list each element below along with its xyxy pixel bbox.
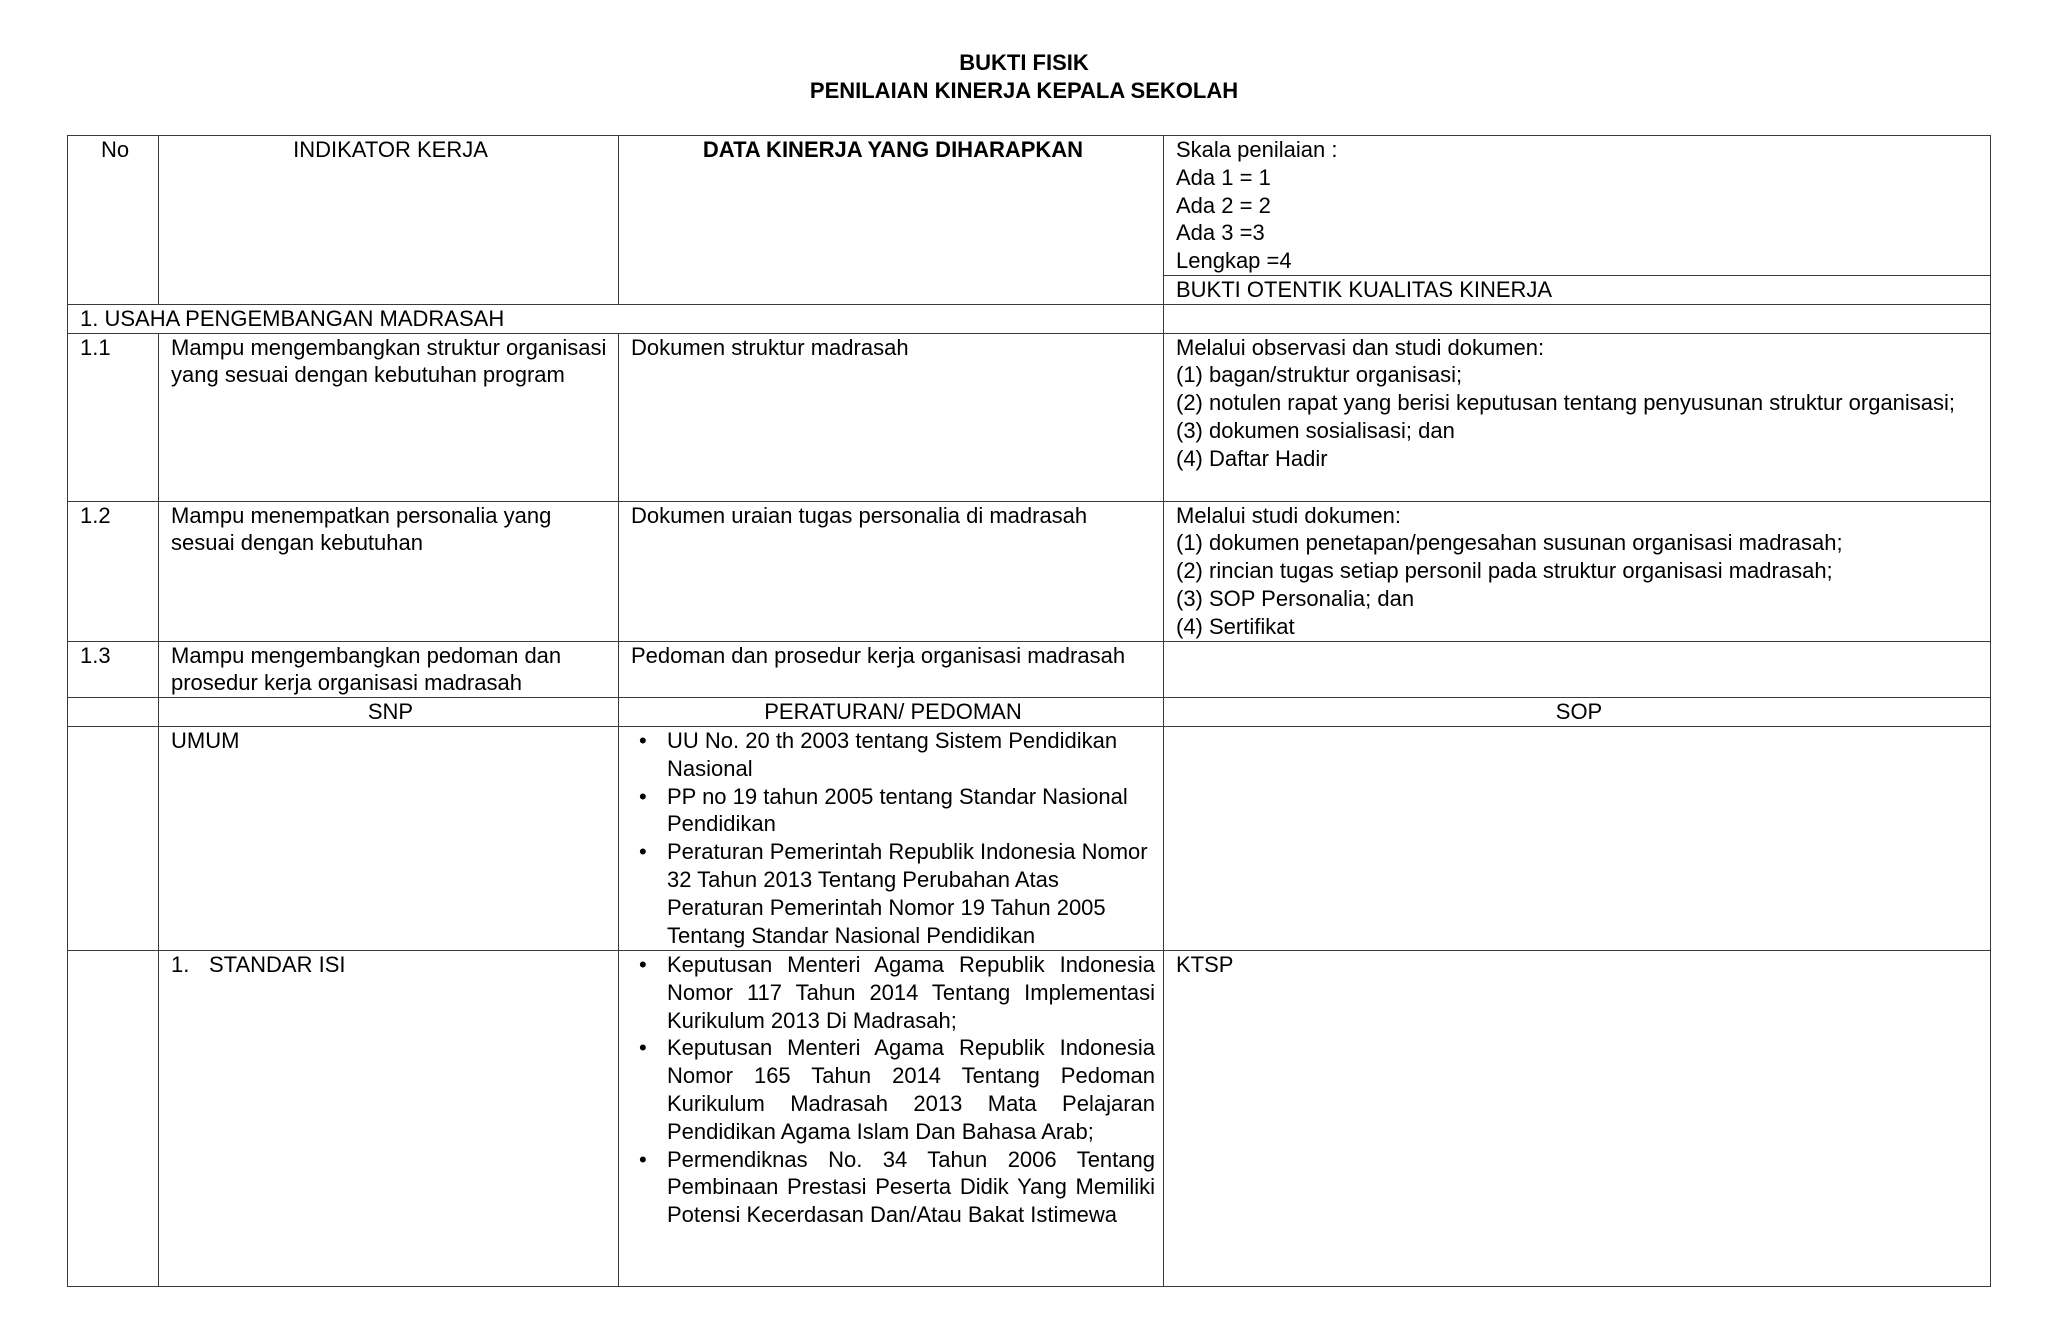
peraturan-bullet-list xyxy=(631,727,1155,949)
bukti-line: (2) notulen rapat yang berisi keputusan tentang penyusunan struktur organisasi; xyxy=(1176,390,1956,416)
row-no: 1.1 xyxy=(68,333,159,501)
row-no: 1.2 xyxy=(68,501,159,641)
bukti-line: (1) dokumen penetapan/pengesahan susunan organisasi madrasah; xyxy=(1176,530,1843,556)
list-item: • Peraturan Pemerintah Republik Indonesia Nomor 32 Tahun 2013 Tentang Perubahan Atas Peraturan Pemerintah Nomor 19 Tahun 2005 Tentang Standar Nasional Pendidikan xyxy=(631,838,1155,949)
table-row xyxy=(68,501,1991,641)
header-bukti: BUKTI OTENTIK KUALITAS KINERJA xyxy=(1164,276,1991,305)
skala-line: Skala penilaian : xyxy=(1176,137,1338,162)
list-item: • Keputusan Menteri Agama Republik Indonesia Nomor 117 Tahun 2014 Tentang Implementasi Kurikulum 2013 Di Madrasah; xyxy=(631,951,1155,1034)
skala-line: Ada 3 =3 xyxy=(1176,220,1265,246)
bukti-line: Melalui observasi dan studi dokumen: xyxy=(1176,334,1545,360)
bukti-line: (2) rincian tugas setiap personil pada struktur organisasi madrasah; xyxy=(1176,558,1833,584)
table-row xyxy=(68,726,1991,950)
peraturan-bullet-list xyxy=(631,951,1155,1229)
section-title: 1. USAHA PENGEMBANGAN MADRASAH xyxy=(68,304,1164,333)
list-item: • Keputusan Menteri Agama Republik Indonesia Nomor 165 Tahun 2014 Tentang Pedoman Kurikulum Madrasah 2013 Mata Pelajaran Pendidikan Agama Islam Dan Bahasa Arab; xyxy=(631,1034,1155,1145)
row-data: Dokumen uraian tugas personalia di madrasah xyxy=(619,501,1164,641)
bukti-line: (3) dokumen sosialisasi; dan xyxy=(1176,417,1455,443)
list-item: • PP no 19 tahun 2005 tentang Standar Nasional Pendidikan xyxy=(631,783,1155,839)
row-bukti xyxy=(1164,501,1991,641)
sop-cell xyxy=(1164,726,1991,950)
sub-header-peraturan: PERATURAN/ PEDOMAN xyxy=(619,698,1164,727)
snp-label: STANDAR ISI xyxy=(209,951,346,977)
table-header-row xyxy=(68,136,1991,276)
bukti-line: Melalui studi dokumen: xyxy=(1176,502,1402,528)
list-item: • UU No. 20 th 2003 tentang Sistem Pendidikan Nasional xyxy=(631,727,1155,783)
sop-cell: KTSP xyxy=(1164,950,1991,1286)
table-row xyxy=(68,641,1991,698)
row-no xyxy=(68,726,159,950)
sub-header-snp: SNP xyxy=(159,698,619,727)
row-no xyxy=(68,950,159,1286)
header-data-kinerja: DATA KINERJA YANG DIHARAPKAN xyxy=(619,136,1164,305)
skala-line: Ada 1 = 1 xyxy=(1176,164,1271,190)
header-no: No xyxy=(68,136,159,305)
snp-standar-isi xyxy=(159,950,619,1286)
sub-header-sop: SOP xyxy=(1164,698,1991,727)
bukti-fisik-table xyxy=(67,135,1991,1287)
section-empty-cell xyxy=(1164,304,1991,333)
header-indikator: INDIKATOR KERJA xyxy=(159,136,619,305)
skala-line: Ada 2 = 2 xyxy=(1176,192,1271,218)
document-subtitle: PENILAIAN KINERJA KEPALA SEKOLAH xyxy=(809,78,1239,103)
header-skala xyxy=(1164,136,1991,276)
row-indikator: Mampu menempatkan personalia yang sesuai dengan kebutuhan xyxy=(159,501,619,641)
row-bukti xyxy=(1164,333,1991,501)
section-row xyxy=(68,304,1991,333)
sub-header-row xyxy=(68,698,1991,727)
row-data: Pedoman dan prosedur kerja organisasi madrasah xyxy=(619,641,1164,698)
bukti-line: (4) Sertifikat xyxy=(1176,613,1295,639)
table-row xyxy=(68,333,1991,501)
snp-umum: UMUM xyxy=(159,726,619,950)
table-row xyxy=(68,950,1991,1286)
peraturan-list xyxy=(619,726,1164,950)
list-item: • Permendiknas No. 34 Tahun 2006 Tentang Pembinaan Prestasi Peserta Didik Yang Memiliki Potensi Kecerdasan Dan/Atau Bakat Istimewa xyxy=(631,1146,1155,1229)
skala-line: Lengkap =4 xyxy=(1176,248,1292,274)
sub-header-empty xyxy=(68,698,159,727)
document-title: BUKTI FISIK xyxy=(959,50,1089,75)
snp-number: 1. xyxy=(171,951,190,977)
bukti-line: (3) SOP Personalia; dan xyxy=(1176,585,1415,611)
row-indikator: Mampu mengembangkan struktur organisasi yang sesuai dengan kebutuhan program xyxy=(159,333,619,501)
bukti-line: (1) bagan/struktur organisasi; xyxy=(1176,362,1463,388)
bukti-line: (4) Daftar Hadir xyxy=(1176,445,1328,471)
row-no: 1.3 xyxy=(68,641,159,698)
row-data: Dokumen struktur madrasah xyxy=(619,333,1164,501)
row-indikator: Mampu mengembangkan pedoman dan prosedur kerja organisasi madrasah xyxy=(159,641,619,698)
row-bukti xyxy=(1164,641,1991,698)
peraturan-list xyxy=(619,950,1164,1286)
